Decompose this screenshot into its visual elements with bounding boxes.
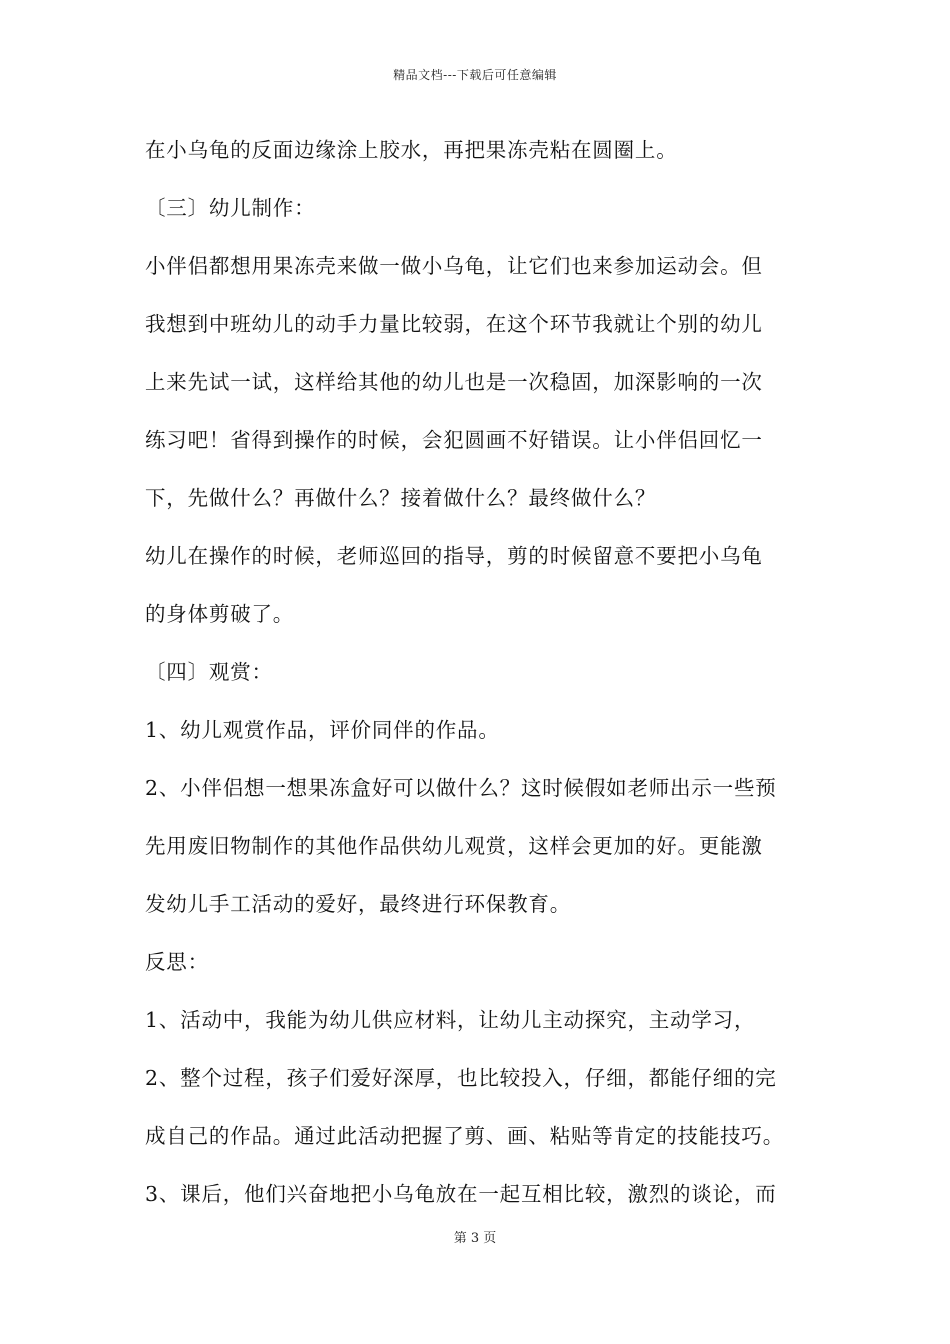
- list-item: 3、课后，他们兴奋地把小乌龟放在一起互相比较，激烈的谈论，而: [145, 1182, 777, 1206]
- section-heading: 〔四〕观赏：: [145, 660, 273, 684]
- text-line: 先用废旧物制作的其他作品供幼儿观赏，这样会更加的好。更能激: [145, 834, 763, 858]
- section-heading: 反思：: [145, 950, 209, 974]
- text-line: 发幼儿手工活动的爱好，最终进行环保教育。: [145, 892, 571, 916]
- text-line: 练习吧！省得到操作的时候，会犯圆画不好错误。让小伴侣回忆一: [145, 428, 763, 452]
- body-text: [145, 128, 815, 1230]
- text-line: 幼儿在操作的时候，老师巡回的指导，剪的时候留意不要把小乌龟: [145, 544, 763, 568]
- text-line: 小伴侣都想用果冻壳来做一做小乌龟，让它们也来参加运动会。但: [145, 254, 763, 278]
- page-number: 第 3 页: [453, 1231, 497, 1246]
- list-item: 2、整个过程，孩子们爱好深厚，也比较投入，仔细，都能仔细的完: [145, 1066, 777, 1090]
- text-line: 在小乌龟的反面边缘涂上胶水，再把果冻壳粘在圆圈上。: [145, 138, 678, 162]
- section-heading: 〔三〕幼儿制作：: [145, 196, 316, 220]
- text-line: 我想到中班幼儿的动手力量比较弱，在这个环节我就让个别的幼儿: [145, 312, 763, 336]
- list-item: 2、小伴侣想一想果冻盒好可以做什么？这时候假如老师出示一些预: [145, 776, 777, 800]
- list-item: 1、活动中，我能为幼儿供应材料，让幼儿主动探究，主动学习，: [145, 1008, 756, 1032]
- page-header: 精品文档---下载后可任意编辑: [393, 68, 557, 82]
- text-line: 的身体剪破了。: [145, 602, 295, 626]
- list-item: 1、幼儿观赏作品，评价同伴的作品。: [145, 718, 500, 742]
- text-line: 下，先做什么？再做什么？接着做什么？最终做什么？: [145, 486, 657, 510]
- text-line: 上来先试一试，这样给其他的幼儿也是一次稳固，加深影响的一次: [145, 370, 763, 394]
- text-line: 成自己的作品。通过此活动把握了剪、画、粘贴等肯定的技能技巧。: [145, 1124, 784, 1148]
